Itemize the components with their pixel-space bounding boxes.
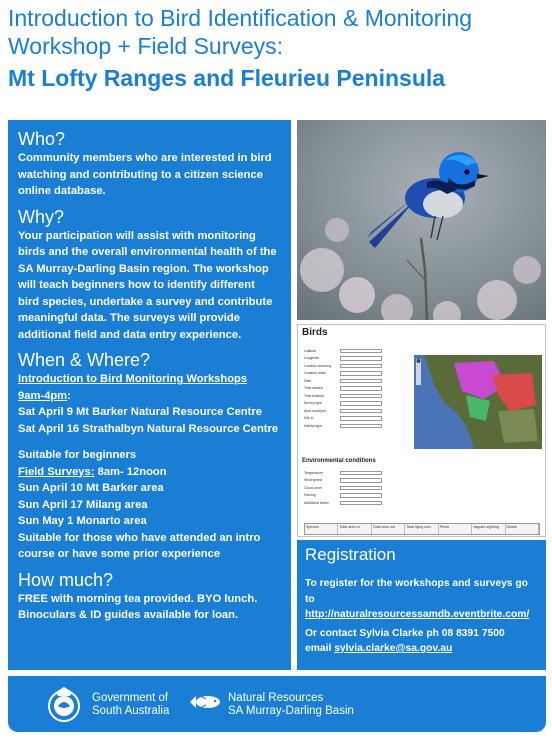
who-text-line: online database. — [18, 185, 106, 197]
form-env-input — [340, 501, 382, 506]
why-text-line: bird species, undertake a survey and contribute — [18, 295, 273, 308]
how-much-heading: How much? — [18, 569, 114, 590]
form-field-input — [340, 394, 382, 399]
workshop-date: Sat April 9 Mt Barker Natural Resource Centre — [18, 406, 262, 418]
form-env-label: Wind speed — [304, 478, 322, 483]
form-field-label: Site id — [304, 416, 314, 421]
species-table-column: Total flying over — [405, 524, 438, 534]
who-text-line: watching and contributing to a citizen science — [18, 168, 263, 181]
natural-resources-line: SA Murray-Darling Basin — [228, 705, 354, 717]
form-field-label: Date — [304, 378, 312, 383]
header — [8, 4, 548, 92]
registration-link-line — [305, 592, 540, 623]
surveys-time: 8am- 12noon — [94, 465, 167, 478]
how-much-line: FREE with morning tea provided. BYO lunch. — [18, 592, 258, 605]
form-field-input — [340, 386, 382, 391]
species-table-column: Total seen out — [372, 524, 405, 534]
form-field-input — [340, 349, 382, 354]
natural-resources-name — [228, 692, 354, 718]
registration-link-prefix: to — [305, 593, 315, 605]
survey-form-screenshot — [297, 324, 546, 537]
surveys-label: Field Surveys: — [18, 465, 95, 478]
form-field-row — [304, 362, 400, 370]
form-field-label: Longitude — [304, 356, 319, 361]
government-name-line: South Australia — [92, 705, 170, 717]
form-env-row — [304, 484, 400, 492]
form-field-label: Latitude — [304, 348, 317, 353]
registration-heading: Registration — [305, 545, 396, 564]
form-field-label: Survey type — [304, 401, 322, 406]
fairywren-illustration — [297, 120, 546, 320]
email-line — [305, 641, 540, 657]
form-field-input — [340, 409, 382, 414]
who-heading: Who? — [18, 129, 66, 149]
why-text-line: additional field and data entry experience. — [18, 328, 242, 341]
when-heading: When & Where? — [18, 350, 151, 370]
form-field-label: Time started — [304, 386, 323, 391]
how-much-line: Binoculars & ID guides available for loan. — [18, 609, 239, 621]
form-field-row — [304, 422, 400, 430]
form-field-label: Time finished — [304, 393, 325, 398]
surveys-note-line: Suitable for those who have attended an intro — [18, 531, 261, 544]
survey-date: Sun April 10 Mt Barker area — [18, 482, 164, 494]
survey-date: Sun April 17 Milang area — [18, 498, 148, 511]
form-env-heading: Environmental conditions — [302, 458, 376, 464]
why-heading: Why? — [18, 206, 65, 227]
form-field-row — [304, 377, 400, 385]
form-env-input — [340, 478, 382, 483]
how-much-section — [18, 569, 281, 624]
species-table-column: Photo — [439, 524, 472, 534]
registration-text: To register for the workshops and surveys go — [305, 578, 528, 589]
form-field-label: Location accuracy — [304, 363, 332, 368]
why-text-line: birds and the overall environmental health of the — [18, 246, 277, 258]
form-env-row — [304, 499, 400, 507]
form-field-input — [340, 364, 382, 369]
workshops-time-line — [18, 388, 281, 405]
species-table-column: Species — [305, 524, 338, 534]
registration-link[interactable]: http://naturalresourcessamdb.eventbrite.com/ — [305, 609, 530, 620]
footer — [8, 676, 546, 732]
form-field-row — [304, 392, 400, 400]
species-table-column: Total seen in — [338, 524, 371, 534]
form-env-fields — [304, 469, 400, 507]
species-table-header — [304, 523, 540, 535]
form-field-input — [340, 356, 382, 361]
government-name — [92, 692, 169, 718]
form-field-row — [304, 355, 400, 363]
form-env-input — [340, 493, 382, 498]
form-env-label: Temperature — [304, 470, 324, 475]
page-title — [8, 4, 548, 60]
why-text-line: SA Murray-Darling Basin region. The workshop — [18, 262, 269, 275]
workshops-title: Introduction to Bird Monitoring Workshops — [18, 373, 248, 385]
contact-text: Or contact Sylvia Clarke ph 08 8391 7500 — [305, 627, 505, 639]
form-field-row — [304, 347, 400, 355]
form-env-label: Cloud cover — [304, 485, 323, 490]
form-env-input — [340, 486, 382, 491]
why-text-line: meaningful data. The surveys will provide — [18, 312, 240, 324]
workshops-time-suffix: : — [67, 389, 71, 402]
title-line-2: Workshop + Field Surveys: — [8, 33, 284, 59]
beginners-label: Suitable for beginners — [18, 449, 137, 461]
form-field-input — [340, 416, 382, 421]
title-line-1: Introduction to Bird Identification & Monitoring — [8, 5, 473, 31]
natural-resources-line: Natural Resources — [228, 692, 324, 704]
when-section — [18, 349, 281, 563]
survey-date: Sun May 1 Monarto area — [18, 515, 147, 527]
form-field-row — [304, 400, 400, 408]
info-panel — [8, 120, 291, 670]
form-field-row — [304, 385, 400, 393]
government-name-line: Government of — [92, 692, 169, 704]
species-table-column: Delete — [506, 524, 539, 534]
why-text-line: Your participation will assist with monitoring — [18, 229, 256, 242]
fish-logo-icon — [188, 692, 222, 712]
form-field-row — [304, 407, 400, 415]
surveys-time-line — [18, 464, 281, 481]
surveys-note-line: course or have some prior experience — [18, 548, 221, 560]
why-section — [18, 206, 281, 344]
why-text-line: will teach beginners how to identify different — [18, 279, 255, 291]
form-field-input — [340, 424, 382, 429]
page-subtitle: Mt Lofty Ranges and Fleurieu Peninsula — [8, 65, 446, 91]
form-field-input — [340, 371, 382, 376]
workshops-time: 9am-4pm — [18, 389, 68, 402]
form-env-input — [340, 471, 382, 476]
form-env-row — [304, 469, 400, 477]
form-field-row — [304, 370, 400, 378]
form-env-row — [304, 477, 400, 485]
form-env-label: Raining — [304, 493, 316, 498]
form-fields — [304, 347, 400, 430]
who-section — [18, 128, 281, 200]
sa-government-crest-icon — [44, 684, 84, 724]
form-field-label: Area surveyed — [304, 408, 326, 413]
survey-location-map — [414, 355, 542, 449]
form-field-row — [304, 415, 400, 423]
who-text-line: Community members who are interested in bird — [18, 152, 272, 164]
registration-panel — [297, 540, 546, 670]
email-link[interactable]: sylvia.clarke@sa.gov.au — [334, 643, 453, 654]
form-env-label: Additional Notes — [304, 500, 329, 505]
form-env-row — [304, 492, 400, 500]
form-title: Birds — [302, 327, 328, 338]
form-field-input — [340, 379, 382, 384]
form-field-input — [340, 401, 382, 406]
workshop-date: Sat April 16 Strathalbyn Natural Resource Centre — [18, 422, 279, 435]
email-prefix: email — [305, 643, 335, 654]
species-table-column: Vagrant sighting — [472, 524, 505, 534]
form-field-label: Habitat type — [304, 423, 323, 428]
fairywren-photo — [297, 120, 546, 320]
form-field-label: Location notes — [304, 371, 327, 376]
